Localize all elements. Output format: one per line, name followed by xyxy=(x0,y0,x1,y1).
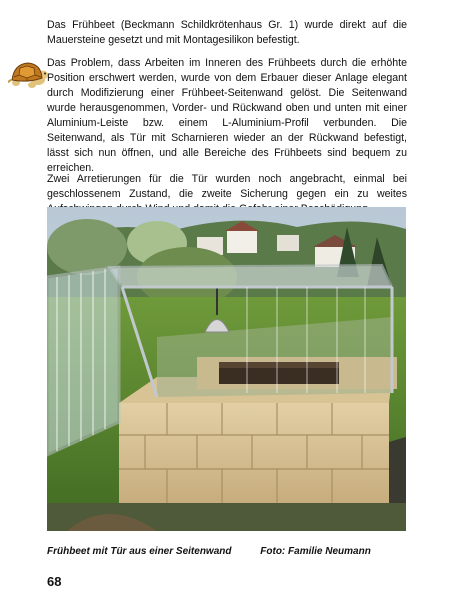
photo-caption xyxy=(47,546,407,557)
page-number: 68 xyxy=(47,574,62,589)
caption-title: Frühbeet mit Tür aus einer Seitenwand xyxy=(47,546,232,557)
turtle-icon xyxy=(8,58,48,90)
paragraph-1: Das Frühbeet (Beckmann Schildkrötenhaus Gr. 1) wurde direkt auf die Mauersteine gesetzt und mit Montagesilikon befestigt. xyxy=(47,19,407,46)
photo-illustration xyxy=(47,207,406,531)
greenhouse-photo xyxy=(47,207,406,531)
paragraph-2: Das Problem, dass Arbeiten im Inneren des Frühbeets durch die erhöhte Position erschwert werden, wurde von dem Erbauer dieser Anlage elegant durch Modifizierung einer Frühbeet-Seitenwand gelöst. Die Seitenwand wurde herausgenommen, Vorder- und Rückwand oben und unten mit einer Aluminium-Leiste bzw. einem L-Aluminium-Profil verbunden. Die Seitenwand, als Tür mit Scharnieren wieder an der Rückwand befestigt, lässt sich nun öffnen, und alle Bereiche des Frühbeets sind bequem zu erreichen. xyxy=(47,57,407,174)
paragraph-3: Zwei Arretierungen für die Tür wurden noch angebracht, einmal bei geschlossenem Zustand, die zweite Sicherung gegen ein zu weites xyxy=(47,173,407,200)
caption-credit: Foto: Familie Neumann xyxy=(260,546,371,557)
